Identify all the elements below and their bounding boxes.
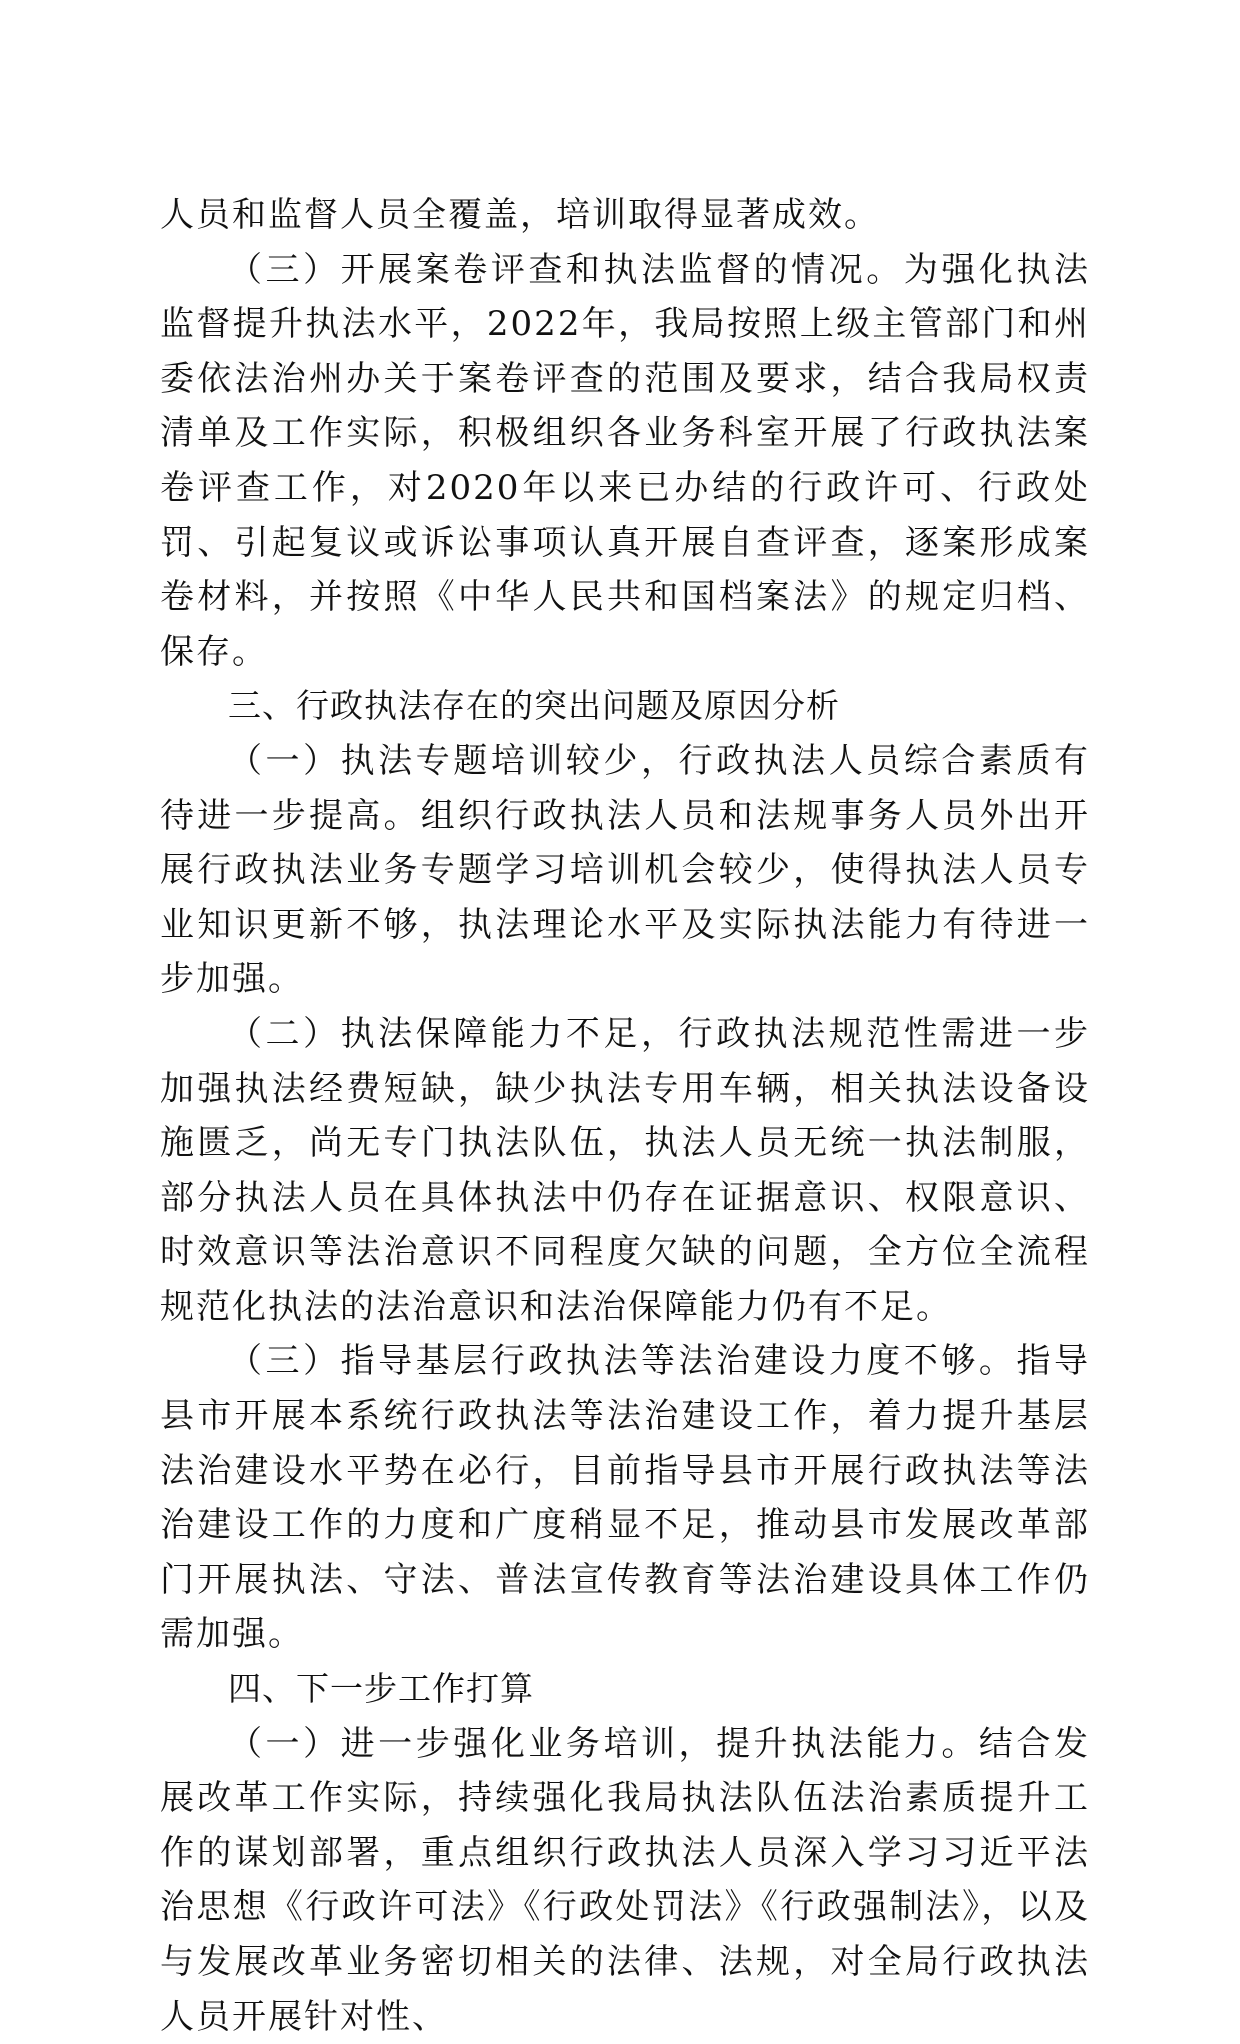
paragraph-case-review: （三）开展案卷评查和执法监督的情况。为强化执法监督提升执法水平，2022年，我局按照上级主管部门和州委依法治州办关于案卷评查的范围及要求，结合我局权责清单及工作实际，积极组织各业务科室开展了行政执法案卷评查工作，对2020年以来已办结的行政许可、行政处罚、引起复议或诉讼事项认真开展自查评查，逐案形成案卷材料，并按照《中华人民共和国档案法》的规定归档、保存。 (160, 249, 1090, 672)
section-heading-problems: 三、行政执法存在的突出问题及原因分析 (228, 686, 840, 726)
continuation-paragraph: 人员和监督人员全覆盖，培训取得显著成效。 (160, 195, 880, 235)
paragraph-strengthen-training: （一）进一步强化业务培训，提升执法能力。结合发展改革工作实际，持续强化我局执法队伍法治素质提升工作的谋划部署，重点组织行政执法人员深入学习习近平法治思想《行政许可法》《行政处罚法》《行政强制法》，以及与发展改革业务密切相关的法律、法规，对全局行政执法人员开展针对性、 (160, 1723, 1090, 2037)
document-page (160, 188, 1090, 2044)
section-heading-next-steps: 四、下一步工作打算 (228, 1669, 534, 1709)
paragraph-enforcement-support: （二）执法保障能力不足，行政执法规范性需进一步加强执法经费短缺，缺少执法专用车辆，相关执法设备设施匮乏，尚无专门执法队伍，执法人员无统一执法制服，部分执法人员在具体执法中仍存在证据意识、权限意识、时效意识等法治意识不同程度欠缺的问题，全方位全流程规范化执法的法治意识和法治保障能力仍有不足。 (160, 1013, 1090, 1327)
paragraph-grassroots-guidance: （三）指导基层行政执法等法治建设力度不够。指导县市开展本系统行政执法等法治建设工作，着力提升基层法治建设水平势在必行，目前指导县市开展行政执法等法治建设工作的力度和广度稍显不足，推动县市发展改革部门开展执法、守法、普法宣传教育等法治建设具体工作仍需加强。 (160, 1341, 1090, 1655)
paragraph-training-shortage: （一）执法专题培训较少，行政执法人员综合素质有待进一步提高。组织行政执法人员和法规事务人员外出开展行政执法业务专题学习培训机会较少，使得执法人员专业知识更新不够，执法理论水平及实际执法能力有待进一步加强。 (160, 740, 1090, 1000)
